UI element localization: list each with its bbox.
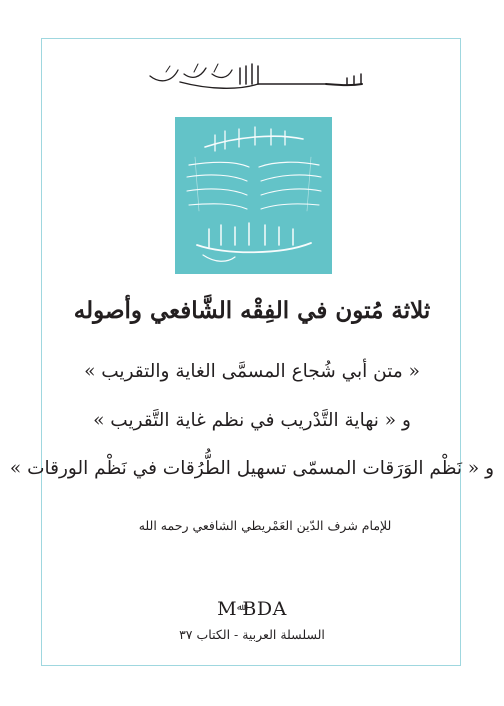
logo-text-right: BDA <box>242 598 287 620</box>
subtitle-abu-shuja: « متن أبي شُجاع المسمَّى الغاية والتقريب » <box>84 361 420 382</box>
emblem-calligraphy-art <box>175 117 332 274</box>
publisher-logo <box>0 598 504 620</box>
calligraphy-emblem <box>175 117 332 274</box>
series-label: السلسلة العربية - الكتاب ٣٧ <box>179 627 325 642</box>
subtitle-nihayat-al-tadrib: و « نهاية التَّدْريب في نظم غاية التَّقريب » <box>93 410 411 431</box>
author-line: للإمام شرف الدّين العَمْريطي الشافعي رحمه الله <box>138 518 392 533</box>
logo-calligraphy-mark: ﷲ <box>237 603 243 613</box>
basmala-calligraphy <box>140 60 370 94</box>
subtitle-nazm-al-waraqat: و « نَظْم الوَرَقات المسمّى تسهيل الطُّرُقات في نَظْم الورقات » <box>9 458 495 479</box>
book-title: ثلاثة مُتون في الفِقْه الشَّافعي وأصوله <box>73 297 431 324</box>
logo-text-left: M <box>217 598 238 620</box>
